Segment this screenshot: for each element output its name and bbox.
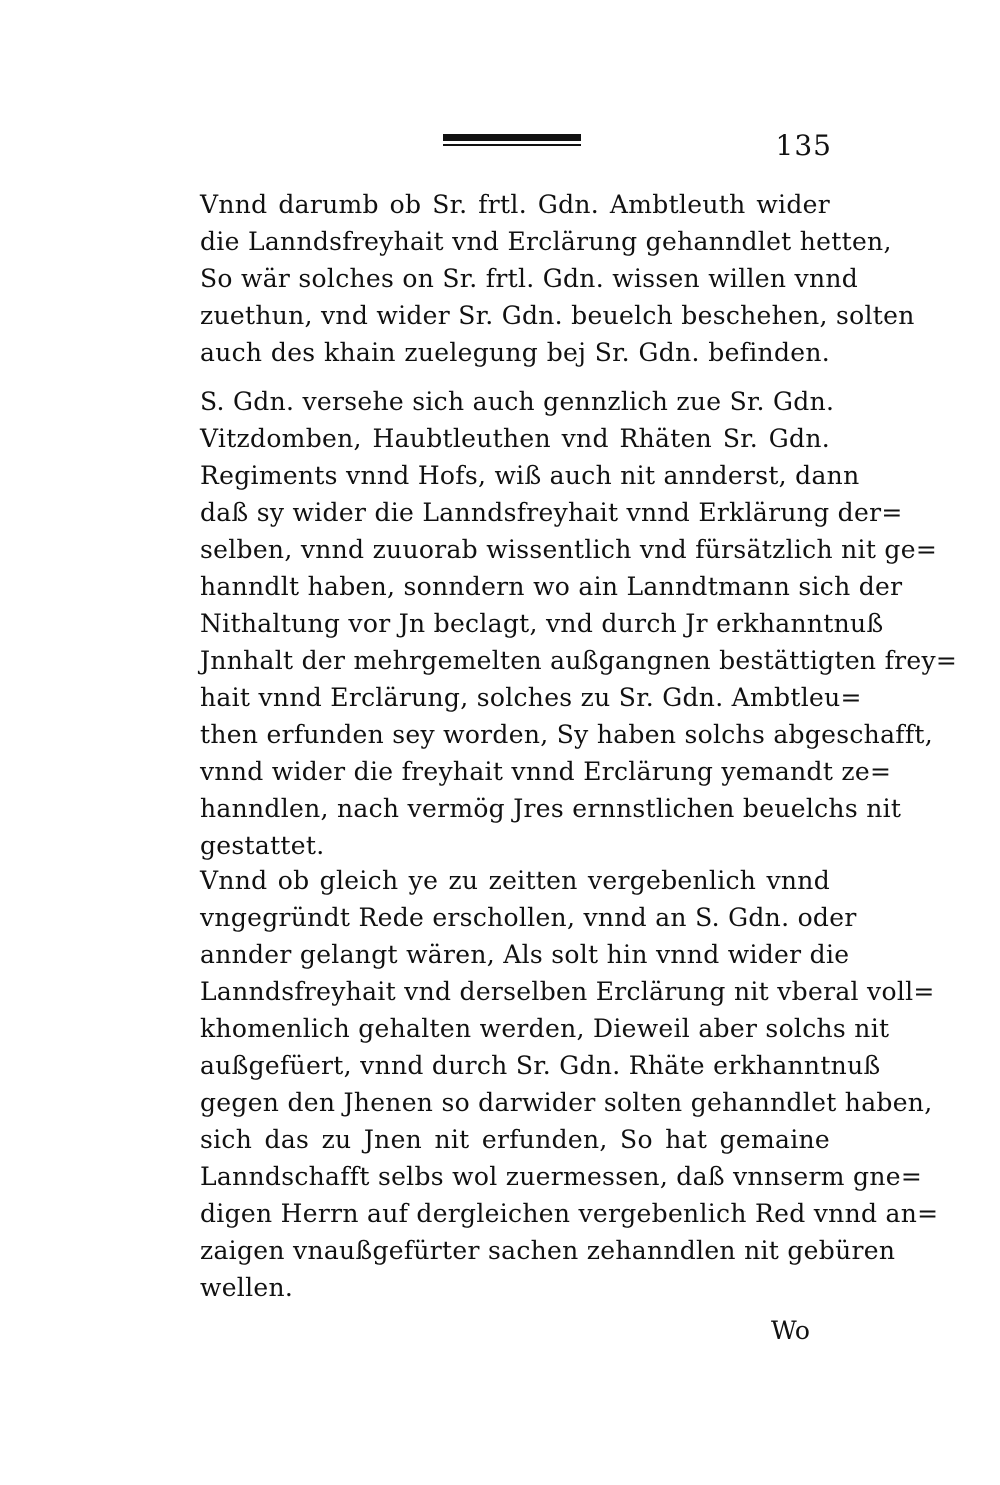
text-line: Lanndschafft selbs wol zuermessen, daß vnnserm gne= [200, 1162, 923, 1191]
text-line: gestattet. [200, 831, 325, 860]
text-line: digen Herrn auf dergleichen vergebenlich Red vnnd an= [200, 1199, 939, 1228]
page-number: 135 [775, 129, 832, 162]
text-line: hanndlt haben, sonndern wo ain Lanndtmann sich der [200, 572, 903, 601]
text-line: gegen den Jhenen so darwider solten gehanndlet haben, [200, 1088, 933, 1117]
paragraph-3 [200, 862, 939, 1306]
header-rule-thick [443, 134, 581, 141]
text-line: Vnnd darumb ob Sr. frtl. Gdn. Ambtleuth wider [200, 190, 830, 219]
text-line: zuethun, vnd wider Sr. Gdn. beuelch beschehen, solten [200, 301, 915, 330]
text-line: vngegründt Rede erschollen, vnnd an S. Gdn. oder [200, 903, 857, 932]
header-ornament-rule [443, 130, 581, 152]
text-line: vnnd wider die freyhait vnnd Erclärung yemandt ze= [200, 757, 892, 786]
text-line: Vitzdomben, Haubtleuthen vnd Rhäten Sr. Gdn. [200, 424, 830, 453]
text-line: Lanndsfreyhait vnd derselben Erclärung nit vberal voll= [200, 977, 935, 1006]
text-line: daß sy wider die Lanndsfreyhait vnnd Erklärung der= [200, 498, 903, 527]
text-line: auch des khain zuelegung bej Sr. Gdn. befinden. [200, 338, 830, 367]
text-line: Vnnd ob gleich ye zu zeitten vergebenlich vnnd [200, 866, 830, 895]
catchword: Wo [770, 1316, 810, 1345]
text-line: selben, vnnd zuuorab wissentlich vnd fürsätzlich nit ge= [200, 535, 938, 564]
text-line: then erfunden sey worden, Sy haben solchs abgeschafft, [200, 720, 933, 749]
text-line: Jnnhalt der mehrgemelten außgangnen bestättigten frey= [200, 646, 958, 675]
header-rule-thin [443, 144, 581, 146]
text-line: außgefüert, vnnd durch Sr. Gdn. Rhäte erkhanntnuß [200, 1051, 881, 1080]
text-line: wellen. [200, 1273, 294, 1302]
paragraph-1 [200, 186, 915, 371]
text-line: hait vnnd Erclärung, solches zu Sr. Gdn. Ambtleu= [200, 683, 862, 712]
text-line: Regiments vnnd Hofs, wiß auch nit annderst, dann [200, 461, 860, 490]
text-line: So wär solches on Sr. frtl. Gdn. wissen willen vnnd [200, 264, 859, 293]
text-line: khomenlich gehalten werden, Dieweil aber solchs nit [200, 1014, 890, 1043]
text-line: sich das zu Jnen nit erfunden, So hat gemaine [200, 1125, 830, 1154]
paragraph-2 [200, 383, 958, 864]
text-line: S. Gdn. versehe sich auch gennzlich zue Sr. Gdn. [200, 387, 835, 416]
text-line: zaigen vnaußgefürter sachen zehanndlen nit gebüren [200, 1236, 896, 1265]
text-line: Nithaltung vor Jn beclagt, vnd durch Jr erkhanntnuß [200, 609, 884, 638]
text-line: die Lanndsfreyhait vnd Erclärung gehanndlet hetten, [200, 227, 892, 256]
text-line: annder gelangt wären, Als solt hin vnnd wider die [200, 940, 850, 969]
text-line: hanndlen, nach vermög Jres ernnstlichen beuelchs nit [200, 794, 902, 823]
